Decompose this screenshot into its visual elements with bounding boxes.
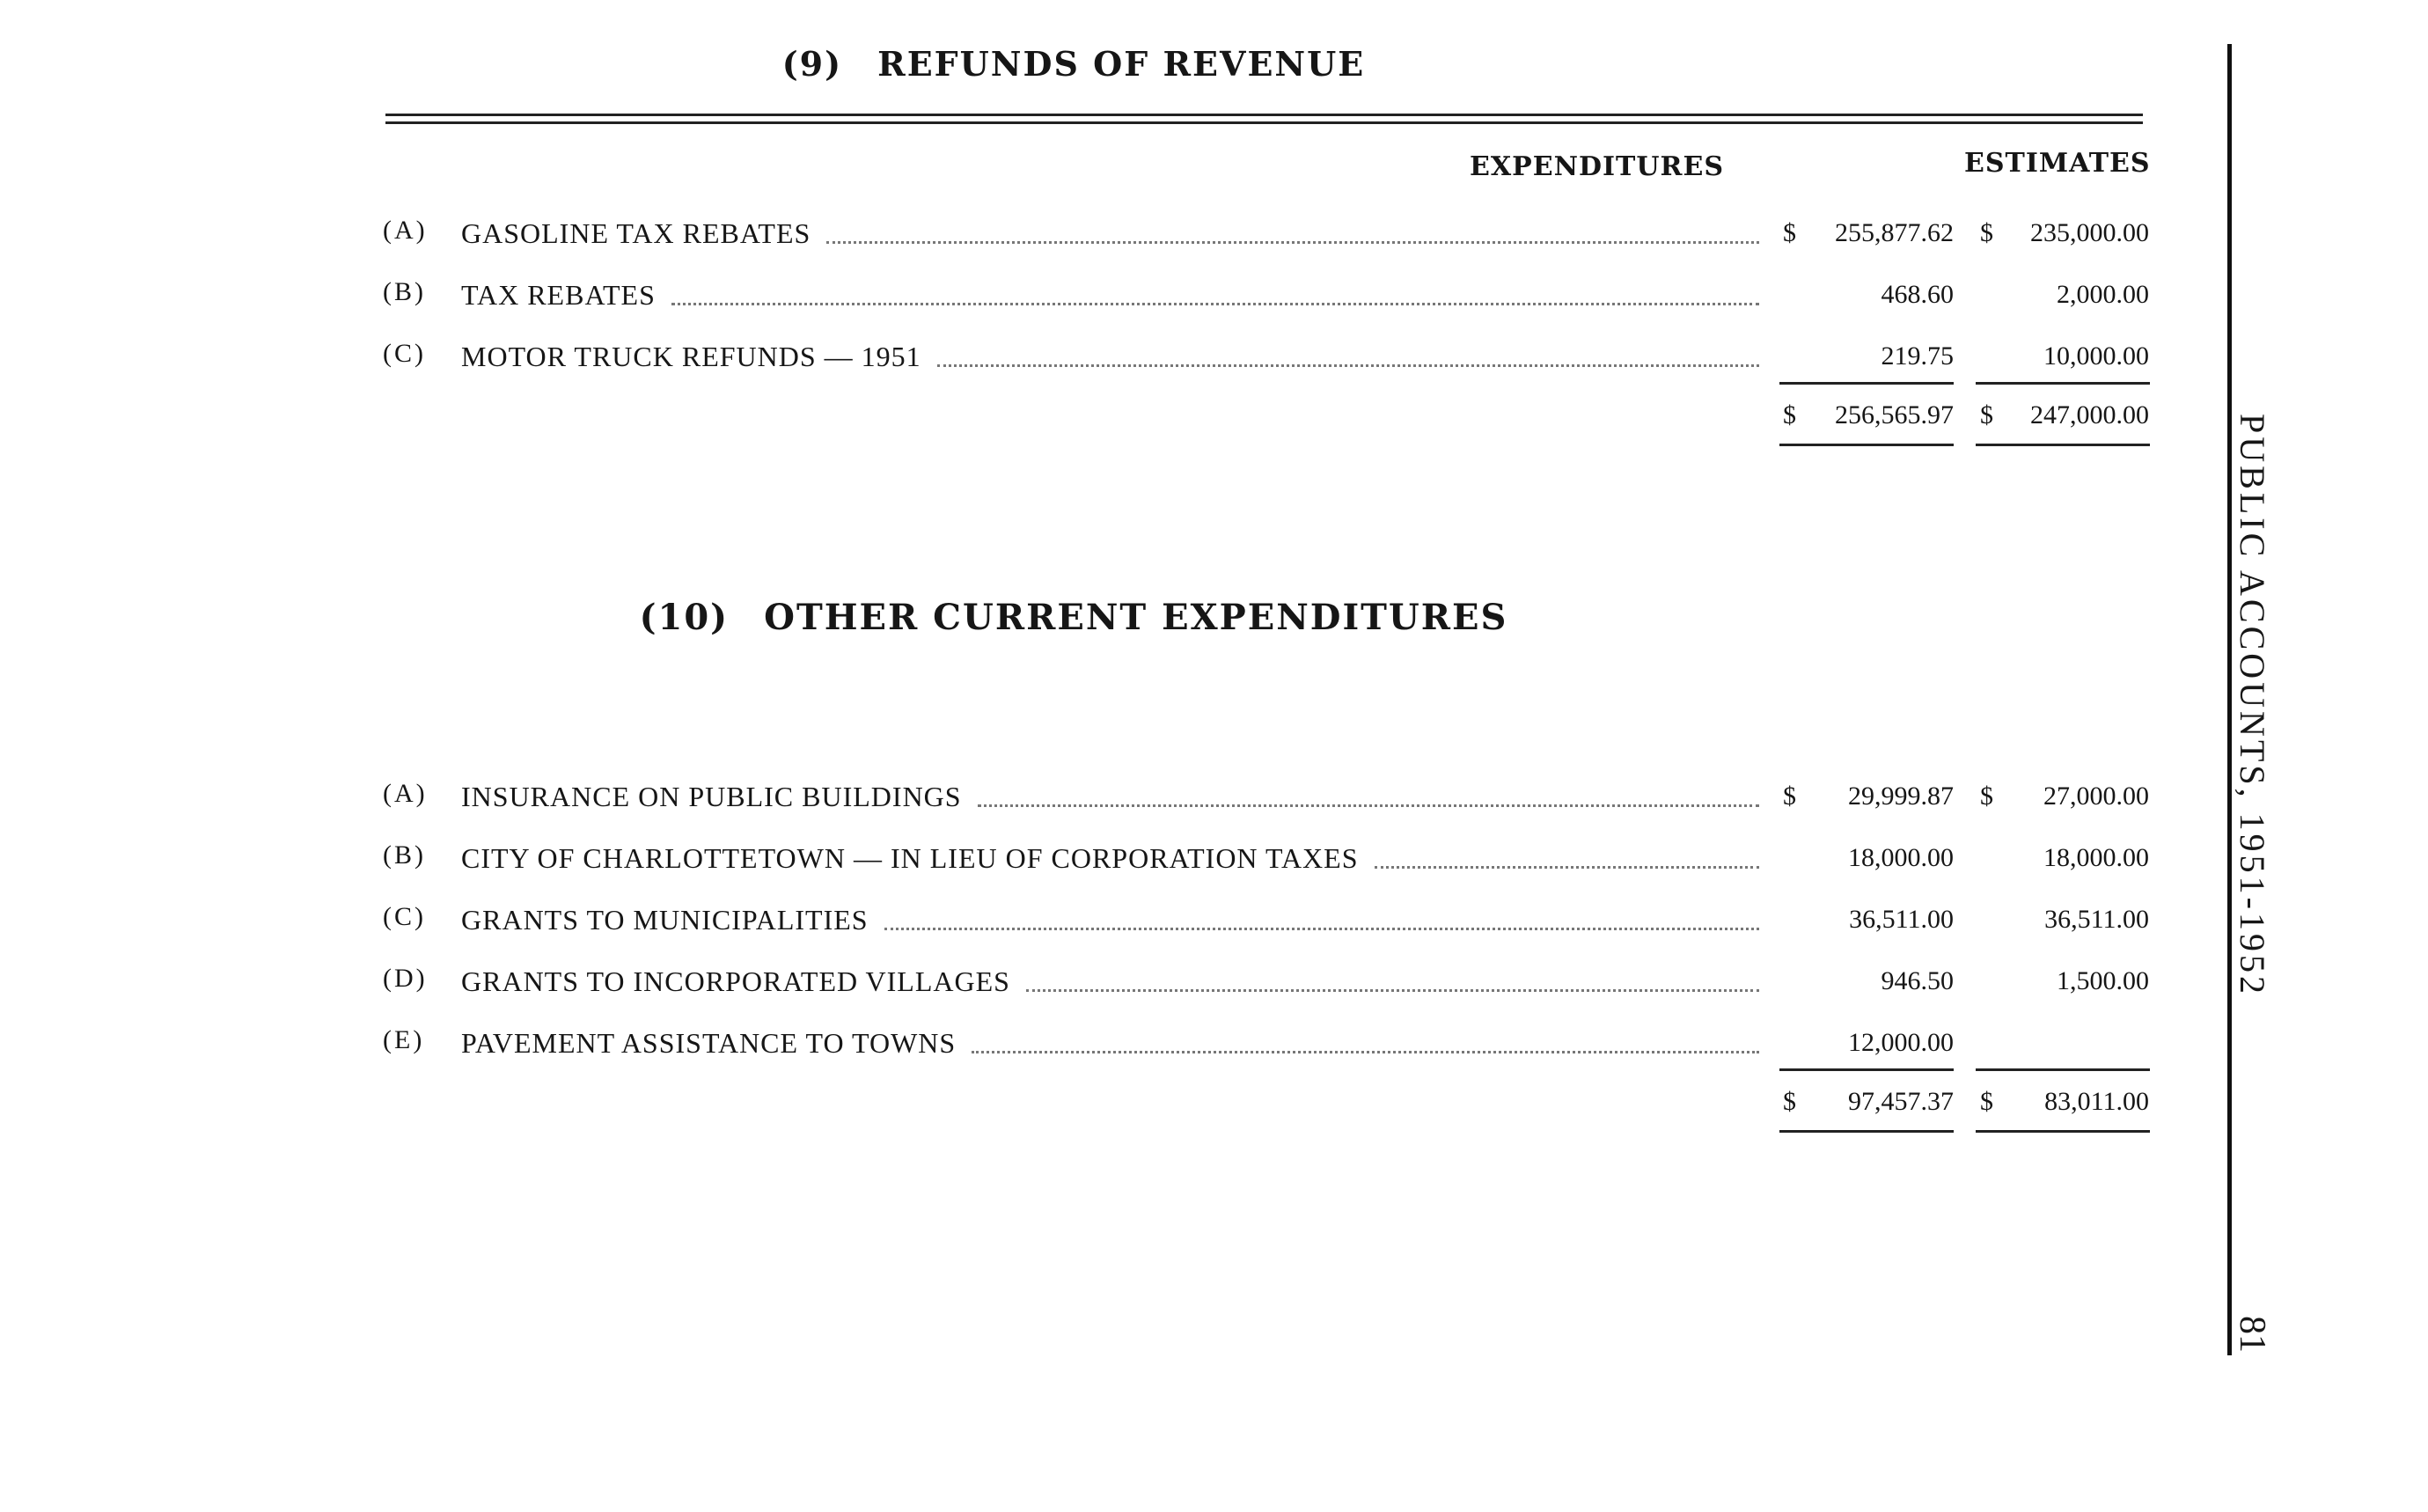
row-letter: (E) [383,1025,425,1054]
subtotal-rule-estimates [1976,1068,2150,1071]
header-rule-bottom [385,121,2143,124]
row-description: TAX REBATES [461,277,1759,312]
section-10-number: (10) [639,597,730,638]
table-row: (E) PAVEMENT ASSISTANCE TO TOWNS 12,000.00 [383,1025,1954,1059]
total-row: $ 97,457.37 $ 83,011.00 [1783,1087,2149,1116]
row-description: INSURANCE ON PUBLIC BUILDINGS [461,779,1759,814]
running-head: PUBLIC ACCOUNTS, 1951-1952 [2233,414,2272,997]
table-row: (C) GRANTS TO MUNICIPALITIES 36,511.00 36,511.00 [383,902,2149,936]
page-number: 81 [2232,1316,2272,1353]
total-rule-expenditures [1779,444,1954,446]
column-estimates: ESTIMATES [1964,148,2151,179]
section-9-number: (9) [781,44,843,84]
row-letter: (A) [383,216,428,245]
header-rule-top [385,114,2143,116]
row-letter: (A) [383,779,428,808]
table-row: (C) MOTOR TRUCK REFUNDS — 1951 219.75 10,000.00 [383,339,2149,372]
row-letter: (D) [383,964,428,993]
total-rule-expenditures [1779,1130,1954,1133]
row-letter: (B) [383,277,426,306]
row-description: PAVEMENT ASSISTANCE TO TOWNS [461,1025,1759,1061]
section-10-title: OTHER CURRENT EXPENDITURES [764,597,1508,638]
row-description: GASOLINE TAX REBATES [461,216,1759,251]
total-rule-estimates [1976,1130,2150,1133]
table-row: (B) CITY OF CHARLOTTETOWN — IN LIEU OF CORPORATION TAXES 18,000.00 18,000.00 [383,840,2149,874]
row-description: GRANTS TO INCORPORATED VILLAGES [461,964,1759,999]
row-description: CITY OF CHARLOTTETOWN — IN LIEU OF CORPORATION TAXES [461,840,1759,876]
row-description: GRANTS TO MUNICIPALITIES [461,902,1759,937]
section-9-heading [0,44,2147,84]
total-rule-estimates [1976,444,2150,446]
section-10-heading [0,597,2147,638]
row-letter: (C) [383,339,426,368]
table-row: (A) INSURANCE ON PUBLIC BUILDINGS $ 29,999.87 $ 27,000.00 [383,779,2149,812]
subtotal-rule-expenditures [1779,1068,1954,1071]
total-row: $ 256,565.97 $ 247,000.00 [1783,400,2149,429]
table-row: (B) TAX REBATES 468.60 2,000.00 [383,277,2149,311]
row-description: MOTOR TRUCK REFUNDS — 1951 [461,339,1759,374]
section-9-title: REFUNDS OF REVENUE [877,44,1366,84]
table-row: (D) GRANTS TO INCORPORATED VILLAGES 946.50 1,500.00 [383,964,2149,997]
row-letter: (B) [383,840,426,870]
subtotal-rule-estimates [1976,382,2150,385]
table-row: (A) GASOLINE TAX REBATES $ 255,877.62 $ 235,000.00 [383,216,2149,249]
subtotal-rule-expenditures [1779,382,1954,385]
column-expenditures: EXPENDITURES [1470,151,1724,182]
row-letter: (C) [383,902,426,931]
